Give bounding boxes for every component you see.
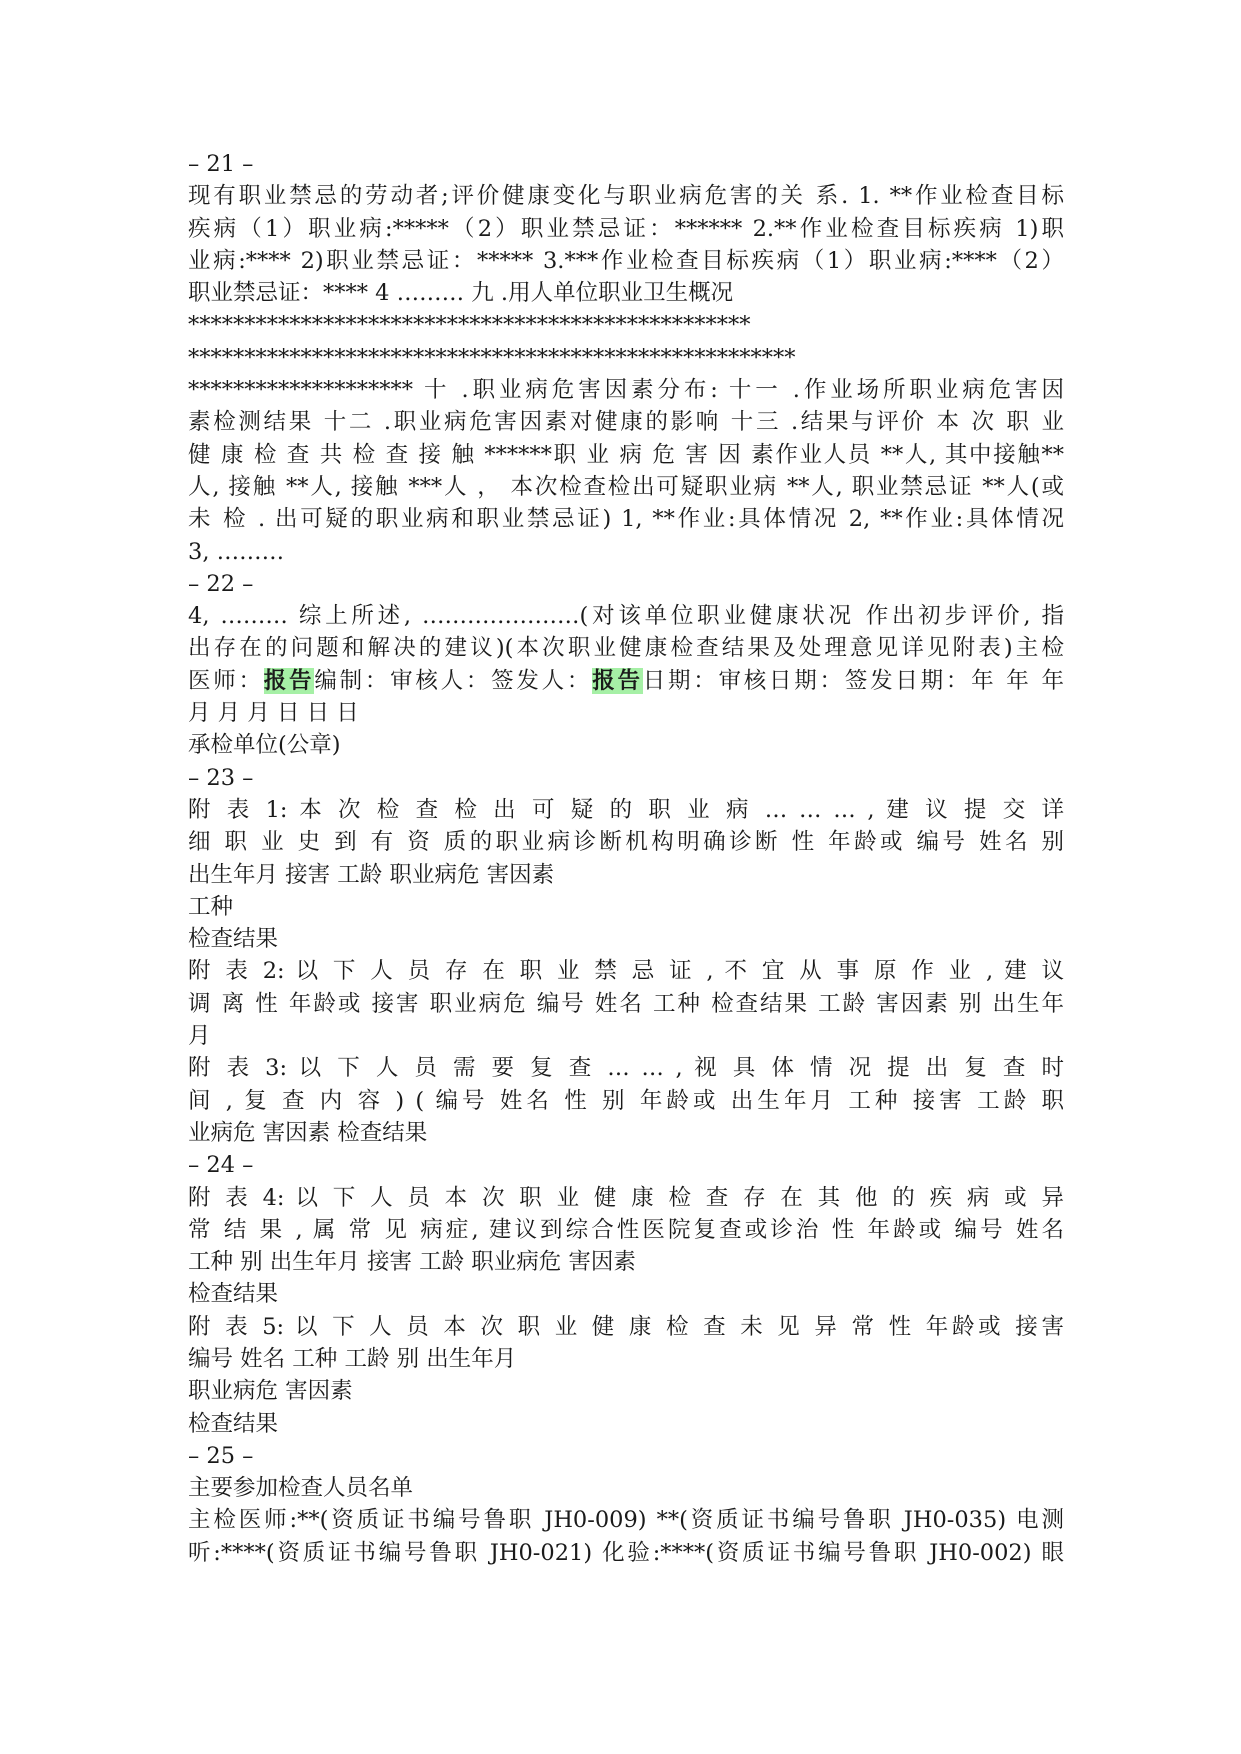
text-run: 检查结果: [188, 1281, 279, 1308]
page-number-marker: [188, 568, 1064, 600]
text-run: 编制：审核人：签发人：: [314, 667, 593, 694]
text-run: 听:****(资质证书编号鲁职 JH0-021) 化验:****(资质证书编号鲁职 JH0-002) 眼: [188, 1539, 1064, 1566]
search-highlight: 报告: [263, 667, 315, 694]
text-run: 附 表 1: 本 次 检 查 检 出 可 疑 的 职 业 病 … … … , 建 议 提 交 详: [188, 796, 1064, 823]
text-line: [188, 1117, 1064, 1149]
text-line: [188, 439, 1064, 471]
text-line: [188, 245, 1064, 277]
text-line: [188, 503, 1064, 535]
text-run: 现有职业禁忌的劳动者;评价健康变化与职业病危害的关 系. 1. **作业检查目标: [188, 183, 1064, 210]
text-line: [188, 213, 1064, 245]
text-run: 附 表 2: 以 下 人 员 存 在 职 业 禁 忌 证 , 不 宜 从 事 原 作 业 , 建 议: [188, 958, 1064, 985]
text-line: [188, 1214, 1064, 1246]
text-run: 常 结 果 , 属 常 见 病症, 建议到综合性医院复查或诊治 性 年龄或 编号 姓名: [188, 1216, 1064, 1243]
text-run: 主检医师:**(资质证书编号鲁职 JH0-009) **(资质证书编号鲁职 JH0-035) 电测: [188, 1507, 1064, 1534]
text-run: 医师：: [188, 667, 264, 694]
text-run: – 22 –: [188, 570, 254, 597]
text-line: [188, 891, 1064, 923]
search-highlight: 报告: [592, 667, 643, 694]
text-line: [188, 826, 1064, 858]
text-run: 附 表 5: 以 下 人 员 本 次 职 业 健 康 检 查 未 见 异 常 性 年龄或 接害: [188, 1313, 1064, 1340]
text-run: 工种 别 出生年月 接害 工龄 职业病危 害因素: [188, 1249, 636, 1276]
text-line: [188, 1085, 1064, 1117]
text-line: [188, 309, 1064, 341]
text-line: [188, 859, 1064, 891]
text-line: [188, 600, 1064, 632]
text-line: [188, 794, 1064, 826]
text-line: [188, 988, 1064, 1020]
text-line: [188, 729, 1064, 761]
text-run: 检查结果: [188, 1410, 279, 1437]
text-run: 未 检 . 出可疑的职业病和职业禁忌证) 1, **作业:具体情况 2, **作业:具体情况: [188, 506, 1064, 533]
text-line: [188, 471, 1064, 503]
text-line: [188, 955, 1064, 987]
text-line: [188, 1504, 1064, 1536]
text-run: 月 月 月 日 日 日: [188, 700, 359, 727]
text-run: 附 表 4: 以 下 人 员 本 次 职 业 健 康 检 查 存 在 其 他 的 疾 病 或 异: [188, 1184, 1064, 1211]
text-run: 疾病（1）职业病:*****（2）职业禁忌证：****** 2.**作业检查目标疾病 1)职: [188, 215, 1064, 242]
text-run: 业病危 害因素 检查结果: [188, 1119, 428, 1146]
text-line: [188, 277, 1064, 309]
text-run: 职业病危 害因素: [188, 1378, 353, 1405]
text-run: – 23 –: [188, 764, 254, 791]
text-line: [188, 1537, 1064, 1569]
text-line: [188, 1311, 1064, 1343]
text-run: 出生年月 接害 工龄 职业病危 害因素: [188, 861, 555, 888]
text-run: 调 离 性 年龄或 接害 职业病危 编号 姓名 工种 检查结果 工龄 害因素 别 出生年: [188, 990, 1064, 1017]
text-line: [188, 1020, 1064, 1052]
text-line: [188, 406, 1064, 438]
text-run: 健 康 检 查 共 检 查 接 触 ******职 业 病 危 害 因 素作业人员 **人, 其中接触**: [188, 441, 1064, 468]
text-run: 主要参加检查人员名单: [188, 1475, 414, 1502]
text-run: 承检单位(公章): [188, 732, 341, 759]
text-line: [188, 1375, 1064, 1407]
text-run: **************************************************: [188, 312, 751, 339]
text-run: 附 表 3: 以 下 人 员 需 要 复 查 … … , 视 具 体 情 况 提 出 复 查 时: [188, 1055, 1064, 1082]
text-run: 编号 姓名 工种 工龄 别 出生年月: [188, 1345, 517, 1372]
text-run: 日期：审核日期：签发日期：年 年 年: [642, 667, 1064, 694]
text-line: [188, 374, 1064, 406]
text-run: 工种: [188, 893, 234, 920]
text-line: [188, 632, 1064, 664]
text-run: ******************************************************: [188, 344, 796, 371]
text-line: [188, 923, 1064, 955]
text-line: [188, 1343, 1064, 1375]
document-body: [188, 148, 1064, 1569]
text-run: – 21 –: [188, 151, 254, 177]
text-run: 出存在的问题和解决的建议)(本次职业健康检查结果及处理意见详见附表)主检: [188, 635, 1064, 662]
text-run: 职业禁忌证：**** 4 ……… 九 .用人单位职业卫生概况: [188, 280, 734, 307]
text-run: ******************** 十 .职业病危害因素分布: 十一 .作业场所职业病危害因: [188, 377, 1064, 404]
text-run: 检查结果: [188, 926, 279, 953]
text-line: [188, 1408, 1064, 1440]
text-run: 4, ……… 综上所述, …………………(对该单位职业健康状况 作出初步评价, 指: [188, 603, 1064, 630]
text-line: [188, 180, 1064, 212]
page-number-marker: [188, 762, 1064, 794]
text-line: [188, 1182, 1064, 1214]
text-run: 间 , 复 查 内 容 ) ( 编号 姓名 性 别 年龄或 出生年月 工种 接害 工龄 职: [188, 1087, 1064, 1114]
text-run: – 24 –: [188, 1152, 254, 1179]
text-run: 人, 接触 **人, 接触 ***人 ， 本次检查检出可疑职业病 **人, 职业禁忌证 **人(或: [188, 473, 1064, 500]
text-line: [188, 1246, 1064, 1278]
text-run: 细 职 业 史 到 有 资 质的职业病诊断机构明确诊断 性 年龄或 编号 姓名 别: [188, 829, 1064, 856]
text-line: [188, 1052, 1064, 1084]
page-number-marker: [188, 1440, 1064, 1472]
text-line: [188, 697, 1064, 729]
text-line: [188, 1278, 1064, 1310]
text-run: – 25 –: [188, 1442, 254, 1469]
text-line: [188, 342, 1064, 374]
text-line: [188, 665, 1064, 697]
page-number-marker: [188, 1149, 1064, 1181]
page-number-marker: [188, 148, 1064, 180]
text-run: 3, ………: [188, 538, 285, 565]
text-run: 素检测结果 十二 .职业病危害因素对健康的影响 十三 .结果与评价 本 次 职 业: [188, 409, 1064, 436]
text-run: 月: [188, 1023, 211, 1050]
text-line: [188, 1472, 1064, 1504]
text-run: 业病:**** 2)职业禁忌证：***** 3.***作业检查目标疾病（1）职业病:****（2）: [188, 247, 1064, 274]
text-line: [188, 536, 1064, 568]
